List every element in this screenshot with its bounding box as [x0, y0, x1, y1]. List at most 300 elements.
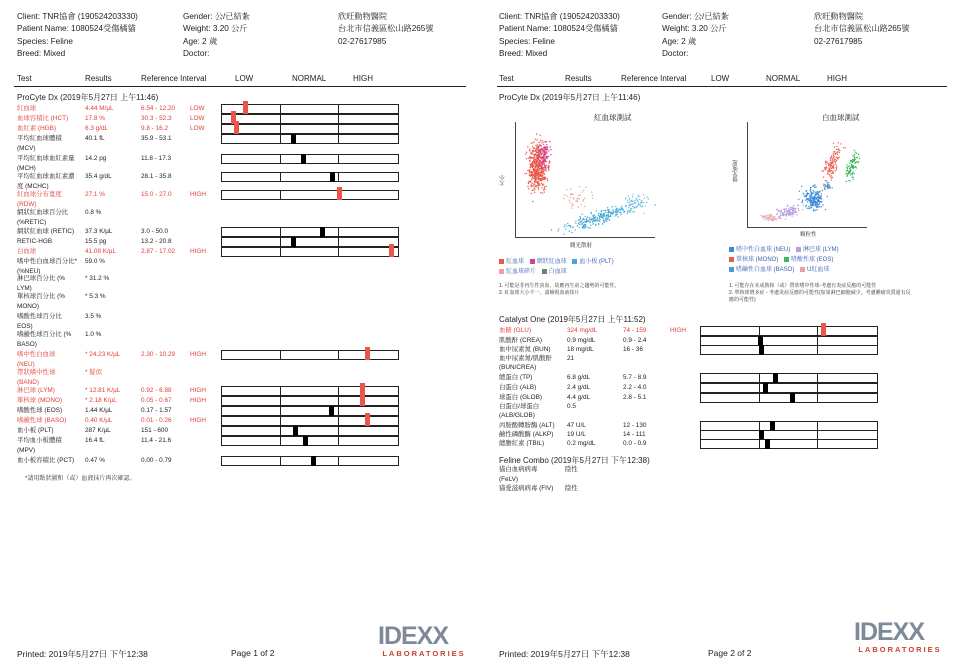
test-name-continued: (MPV): [17, 447, 36, 454]
catalyst-section-title: Catalyst One (2019年5月27日 上午11:52): [499, 315, 646, 324]
scatter-dot: [824, 167, 825, 168]
scatter-dot: [836, 167, 837, 168]
hospital-address: 台北市信義區松山路265號: [338, 24, 434, 34]
scatter-dot: [528, 158, 529, 159]
combo-row: [499, 484, 578, 494]
scatter-dot: [591, 218, 592, 219]
scatter-dot: [557, 230, 558, 231]
range-gauge: [221, 247, 399, 257]
scatter-dot: [548, 150, 549, 151]
scatter-dot: [625, 206, 626, 207]
scatter-dot: [638, 196, 639, 197]
scatter-dot: [625, 205, 626, 206]
range-gauge: [221, 104, 399, 114]
abnormal-flag: LOW: [190, 125, 205, 132]
scatter-dot: [542, 149, 543, 150]
scatter-dot: [628, 205, 629, 206]
test-name-continued: EOS): [17, 323, 33, 330]
scatter-dot: [541, 142, 542, 143]
scatter-dot: [607, 207, 608, 208]
scatter-dot: [630, 208, 631, 209]
scatter-dot: [541, 148, 542, 149]
test-name-continued: MONO): [17, 303, 40, 310]
scatter-dot: [639, 199, 640, 200]
scatter-dot: [536, 186, 537, 187]
scatter-dot: [529, 173, 530, 174]
test-value: 16.4 fL: [85, 437, 105, 444]
scatter-dot: [783, 215, 784, 216]
scatter-dot: [540, 150, 541, 151]
scatter-dot: [833, 164, 834, 165]
scatter-dot: [767, 215, 768, 216]
scatter-dot: [534, 184, 535, 185]
scatter-dot: [538, 159, 539, 160]
scatter-dot: [835, 163, 836, 164]
scatter-dot: [536, 172, 537, 173]
scatter-dot: [592, 223, 593, 224]
scatter-dot: [831, 177, 832, 178]
scatter-dot: [817, 200, 818, 201]
scatter-dot: [563, 198, 564, 199]
scatter-dot: [634, 202, 635, 203]
scatter-dot: [585, 224, 586, 225]
logo-brand: IDEXX: [854, 618, 925, 646]
scatter-dot: [598, 220, 599, 221]
result-row: [0, 208, 481, 218]
scatter-dot: [761, 215, 762, 216]
printed-date: Printed: 2019年5月27日 下午12:38: [499, 649, 630, 659]
scatter-dot: [829, 165, 830, 166]
scatter-dot: [544, 186, 545, 187]
scatter-dot: [851, 173, 852, 174]
client-info: [499, 11, 620, 60]
hospital-info: [814, 11, 910, 48]
scatter-dot: [530, 184, 531, 185]
scatter-dot: [526, 158, 527, 159]
test-value: 4.44 M/µL: [85, 105, 114, 112]
rbc-legend-row-2: [499, 267, 614, 277]
scatter-dot: [538, 146, 539, 147]
scatter-dot: [786, 211, 787, 212]
scatter-dot: [814, 196, 815, 197]
scatter-dot: [764, 216, 765, 217]
scatter-dot: [849, 163, 850, 164]
scatter-dot: [539, 169, 540, 170]
legend-label: 單核球 (MONO): [736, 257, 779, 263]
scatter-dot: [586, 222, 587, 223]
printed-date: Printed: 2019年5月27日 下午12:38: [17, 649, 148, 659]
scatter-dot: [534, 141, 535, 142]
scatter-dot: [537, 154, 538, 155]
scatter-dot: [822, 190, 823, 191]
scatter-dot: [591, 220, 592, 221]
scatter-dot: [853, 179, 854, 180]
scatter-dot: [815, 203, 816, 204]
scatter-dot: [810, 190, 811, 191]
scatter-dot: [584, 206, 585, 207]
breed: Breed: Mixed: [499, 48, 548, 58]
scatter-dot: [628, 195, 629, 196]
scatter-dot: [850, 171, 851, 172]
scatter-dot: [611, 213, 612, 214]
scatter-dot: [787, 212, 788, 213]
scatter-dot: [846, 170, 847, 171]
legend-urbc: [800, 267, 829, 273]
scatter-dot: [835, 170, 836, 171]
legend-plt: [572, 259, 613, 265]
rbc-note: 2. 紅血球大小不一，請檢視血液抹片: [499, 290, 580, 296]
legend-label: U紅血球: [807, 267, 830, 273]
scatter-dot: [593, 219, 594, 220]
scatter-dot: [821, 193, 822, 194]
scatter-dot: [638, 202, 639, 203]
scatter-dot: [540, 152, 541, 153]
scatter-dot: [831, 161, 832, 162]
scatter-dot: [825, 186, 826, 187]
test-name-continued: (NEU): [17, 361, 35, 368]
combo-row: [499, 465, 578, 475]
scatter-dot: [534, 161, 535, 162]
scatter-dot: [821, 206, 822, 207]
scatter-dot: [763, 218, 764, 219]
legend-lym: [796, 247, 839, 253]
scatter-dot: [570, 197, 571, 198]
scatter-dot: [535, 176, 536, 177]
idexx-logo: [378, 624, 470, 666]
scatter-dot: [538, 181, 539, 182]
wbc-scatter-plot: [747, 122, 867, 228]
scatter-dot: [578, 195, 579, 196]
scatter-dot: [544, 154, 545, 155]
scatter-dot: [615, 206, 616, 207]
scatter-dot: [573, 194, 574, 195]
scatter-dot: [840, 143, 841, 144]
scatter-dot: [571, 207, 572, 208]
scatter-dot: [543, 171, 544, 172]
scatter-dot: [535, 139, 536, 140]
scatter-dot: [790, 212, 791, 213]
scatter-dot: [849, 180, 850, 181]
test-value: * 12.81 K/µL: [85, 387, 121, 394]
result-marker: [234, 121, 239, 134]
scatter-dot: [640, 202, 641, 203]
scatter-dot: [581, 214, 582, 215]
test-name: 平均紅血球血紅素量: [17, 155, 75, 162]
scatter-dot: [549, 146, 550, 147]
scatter-dot: [851, 165, 852, 166]
scatter-dot: [532, 151, 533, 152]
test-name: 平均紅血球血紅素濃: [17, 173, 75, 180]
scatter-dot: [625, 198, 626, 199]
scatter-dot: [541, 183, 542, 184]
legend-label: 網狀紅血球: [536, 259, 567, 265]
test-value: * 2.18 K/µL: [85, 397, 117, 404]
report-page-1: [0, 0, 481, 672]
col-low: LOW: [235, 74, 254, 83]
scatter-dot: [791, 215, 792, 216]
scatter-dot: [534, 177, 535, 178]
scatter-dot: [579, 186, 580, 187]
test-name: 總膽紅素 (TBIL): [499, 440, 545, 447]
scatter-dot: [646, 196, 647, 197]
scatter-dot: [563, 234, 564, 235]
report-page-2: [482, 0, 963, 672]
scatter-dot: [571, 232, 572, 233]
scatter-dot: [832, 170, 833, 171]
scatter-dot: [539, 162, 540, 163]
scatter-dot: [589, 227, 590, 228]
scatter-dot: [534, 176, 535, 177]
hospital-name: 欣旺動物醫院: [338, 12, 388, 21]
scatter-dot: [532, 190, 533, 191]
test-value: 0.9 mg/dL: [567, 337, 596, 344]
scatter-dot: [813, 198, 814, 199]
scatter-dot: [619, 212, 620, 213]
legend-baso: [729, 267, 794, 273]
hospital-name: 欣旺動物醫院: [814, 12, 864, 21]
scatter-dot: [575, 223, 576, 224]
scatter-dot: [833, 143, 834, 144]
scatter-dot: [577, 225, 578, 226]
scatter-dot: [581, 222, 582, 223]
scatter-dot: [579, 198, 580, 199]
result-marker: [365, 413, 370, 426]
scatter-dot: [810, 201, 811, 202]
scatter-dot: [821, 201, 822, 202]
legend-label: 紅血球: [506, 259, 525, 265]
test-name: 總蛋白 (TP): [499, 374, 533, 381]
reference-interval: 74 - 159: [623, 327, 647, 334]
scatter-dot: [580, 224, 581, 225]
scatter-dot: [785, 214, 786, 215]
scatter-dot: [811, 207, 812, 208]
scatter-dot: [540, 160, 541, 161]
combo-test-value: 陰性: [565, 466, 578, 473]
scatter-dot: [527, 186, 528, 187]
scatter-dot: [537, 178, 538, 179]
scatter-dot: [621, 206, 622, 207]
scatter-dot: [577, 198, 578, 199]
scatter-dot: [808, 193, 809, 194]
scatter-dot: [846, 164, 847, 165]
scatter-dot: [627, 213, 628, 214]
scatter-dot: [527, 170, 528, 171]
scatter-dot: [532, 146, 533, 147]
scatter-dot: [584, 219, 585, 220]
scatter-dot: [642, 205, 643, 206]
scatter-dot: [606, 216, 607, 217]
patient-name: Patient Name: 1080524受傷橘貓: [499, 24, 618, 34]
scatter-dot: [530, 167, 531, 168]
scatter-dot: [825, 209, 826, 210]
result-marker: [365, 347, 370, 360]
range-gauge: [221, 386, 399, 396]
scatter-dot: [533, 157, 534, 158]
scatter-dot: [785, 219, 786, 220]
age: Age: 2 歲: [662, 36, 697, 46]
scatter-dot: [806, 208, 807, 209]
result-marker: [763, 383, 768, 393]
range-gauge: [221, 190, 399, 200]
rbc-legend-row-1: [499, 257, 614, 267]
gender: Gender: 公/已結紮: [662, 12, 729, 21]
doctor: Doctor:: [662, 48, 689, 58]
scatter-dot: [530, 158, 531, 159]
scatter-dot: [624, 211, 625, 212]
scatter-dot: [615, 212, 616, 213]
scatter-dot: [598, 213, 599, 214]
scatter-dot: [813, 190, 814, 191]
scatter-dot: [599, 217, 600, 218]
scatter-dot: [778, 211, 779, 212]
scatter-dot: [827, 170, 828, 171]
scatter-dot: [828, 169, 829, 170]
scatter-dot: [806, 196, 807, 197]
scatter-dot: [538, 165, 539, 166]
scatter-dot: [541, 157, 542, 158]
scatter-dot: [837, 154, 838, 155]
scatter-dot: [789, 213, 790, 214]
scatter-dot: [603, 221, 604, 222]
legend-label: 嗜酸性球 (EOS): [791, 257, 834, 263]
scatter-dot: [546, 144, 547, 145]
scatter-dot: [848, 165, 849, 166]
scatter-dot: [575, 229, 576, 230]
result-marker: [337, 187, 342, 200]
scatter-dot: [815, 199, 816, 200]
scatter-dot: [584, 228, 585, 229]
scatter-dot: [580, 219, 581, 220]
legend-swatch-icon: [784, 257, 789, 262]
test-value: 0.40 K/µL: [85, 417, 113, 424]
scatter-dot: [546, 186, 547, 187]
scatter-dot: [530, 175, 531, 176]
test-value: 19 U/L: [567, 431, 586, 438]
scatter-dot: [817, 205, 818, 206]
scatter-dot: [797, 205, 798, 206]
scatter-dot: [843, 147, 844, 148]
scatter-dot: [535, 163, 536, 164]
test-name: 血紅素 (HGB): [17, 125, 57, 132]
scatter-dot: [606, 218, 607, 219]
legend-swatch-icon: [796, 247, 801, 252]
wbc-x-label: 顆粒性: [800, 232, 817, 238]
legend-label: 嗜鹼性白血球 (BASO): [736, 267, 795, 273]
scatter-dot: [642, 202, 643, 203]
scatter-dot: [583, 222, 584, 223]
reference-interval: 0.05 - 0.67: [141, 397, 172, 404]
scatter-dot: [810, 205, 811, 206]
range-gauge: [221, 237, 399, 247]
scatter-dot: [833, 166, 834, 167]
page-number: Page 2 of 2: [708, 648, 752, 658]
test-name-continued: (BAND): [17, 379, 40, 386]
test-value: * 5.3 %: [85, 293, 106, 300]
scatter-dot: [544, 146, 545, 147]
test-name: 網狀紅血球 (RETIC): [17, 228, 75, 235]
reference-interval: 0.01 - 0.26: [141, 417, 172, 424]
scatter-dot: [807, 192, 808, 193]
range-gauge: [221, 154, 399, 164]
reference-interval: 0.00 - 0.79: [141, 457, 172, 464]
scatter-dot: [816, 197, 817, 198]
scatter-dot: [532, 169, 533, 170]
scatter-dot: [772, 218, 773, 219]
scatter-dot: [596, 210, 597, 211]
scatter-dot: [601, 211, 602, 212]
patient-details: [183, 11, 250, 60]
scatter-dot: [572, 204, 573, 205]
scatter-dot: [541, 163, 542, 164]
legend-label: 紅血球碎片: [506, 269, 537, 275]
test-name: 嗜中性白血球: [17, 351, 56, 358]
scatter-dot: [783, 213, 784, 214]
scatter-dot: [788, 211, 789, 212]
scatter-dot: [850, 174, 851, 175]
species: Species: Feline: [17, 36, 73, 46]
scatter-dot: [781, 210, 782, 211]
scatter-dot: [636, 198, 637, 199]
scatter-dot: [764, 219, 765, 220]
scatter-dot: [773, 220, 774, 221]
scatter-dot: [852, 177, 853, 178]
scatter-dot: [543, 168, 544, 169]
scatter-dot: [627, 200, 628, 201]
scatter-dot: [817, 191, 818, 192]
scatter-dot: [582, 191, 583, 192]
scatter-dot: [542, 140, 543, 141]
combo-test-name: 貓白血病病毒: [499, 466, 538, 473]
scatter-dot: [532, 172, 533, 173]
scatter-dot: [526, 152, 527, 153]
scatter-dot: [532, 201, 533, 202]
test-name: 嗜酸性球 (EOS): [17, 407, 63, 414]
range-gauge: [221, 227, 399, 237]
test-value: 6.8 g/dL: [567, 374, 591, 381]
scatter-dot: [542, 161, 543, 162]
scatter-dot: [585, 216, 586, 217]
scatter-dot: [529, 164, 530, 165]
scatter-dot: [577, 200, 578, 201]
scatter-dot: [583, 200, 584, 201]
scatter-dot: [536, 133, 537, 134]
test-value: 0.47 %: [85, 457, 105, 464]
scatter-dot: [856, 157, 857, 158]
combo-test-value: 陰性: [565, 485, 578, 492]
scatter-dot: [538, 187, 539, 188]
scatter-dot: [854, 160, 855, 161]
test-name: 嗜中性白血球百分比*: [17, 258, 78, 265]
scatter-dot: [534, 155, 535, 156]
scatter-dot: [536, 152, 537, 153]
scatter-dot: [801, 201, 802, 202]
scatter-dot: [805, 206, 806, 207]
scatter-dot: [777, 213, 778, 214]
scatter-dot: [629, 199, 630, 200]
test-value: 0.5: [567, 403, 576, 410]
reference-interval: 28.1 - 35.8: [141, 173, 172, 180]
scatter-dot: [613, 210, 614, 211]
scatter-dot: [535, 185, 536, 186]
test-value: 15.5 pg: [85, 238, 107, 245]
abnormal-flag: HIGH: [190, 387, 206, 394]
scatter-dot: [825, 160, 826, 161]
test-value: 37.3 K/µL: [85, 228, 113, 235]
scatter-dot: [607, 209, 608, 210]
scatter-dot: [622, 210, 623, 211]
abnormal-flag: HIGH: [190, 351, 206, 358]
client-name: Client: TNR協會 (190524203330): [17, 12, 138, 21]
